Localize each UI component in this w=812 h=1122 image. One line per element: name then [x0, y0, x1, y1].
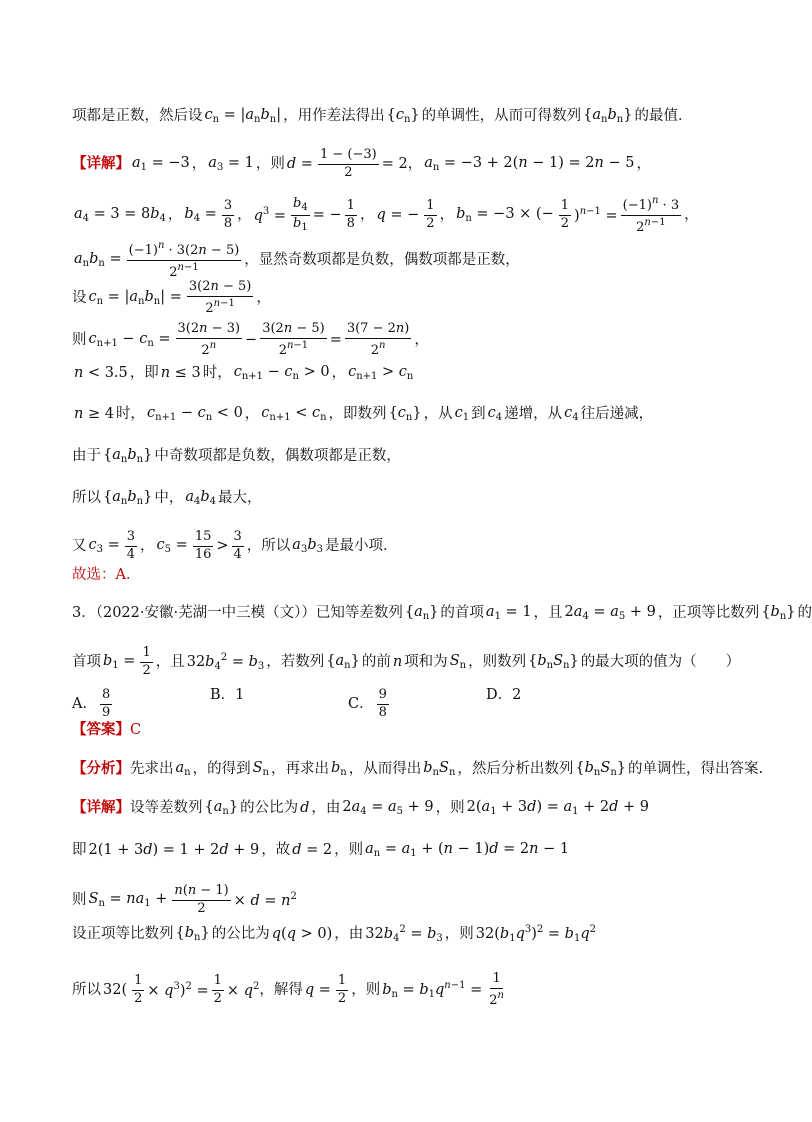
detail-q3-line-2: 即 2(1 + 3d) = 1 + 2d + 9 ，故 d = 2 ，则 $a_n = a_1 + (n - 1)d = 2n - 1$: [72, 841, 570, 859]
detail-q3-line-3: 则 $S_n = na_1$ + $\frac{n(n - 1)}{2}$ × $d = n^2$: [72, 883, 297, 916]
analysis-continuation-line: 项都是正数，然后设 $c_n = |a_nb_n|$ ，用作差法得出 $\{c_n\}$ 的单调性，从而可得数列 $\{a_nb_n\}$ 的最值．: [72, 107, 693, 125]
analysis-line-q3: 【分析】 先求出 $a_n$ ，的得到 $S_n$ ，再求出 $b_n$ ，从而得出 $b_nS_n$ ，然后分析出数列 $\{b_nS_n\}$ 的单调性，得出答案.: [72, 760, 764, 778]
detail-line-5: 则 $c_{n+1} - c_n$ = $\frac{3(2n - 3)}{2^n}$ − $\frac{3(2n - 5)}{2^{n-1}}$ = $\frac{3(7 - 2n)}{2^n}$ ，: [72, 321, 429, 358]
detail-q3-line-1: 【详解】 设等差数列 $\{a_n\}$ 的公比为 d ，由 $2a_4 = a_5 + 9$ ，则 $2(a_1 + 3d) = a_1 + 2d + 9$: [72, 799, 649, 817]
detail-line-1: 【详解】 $a_1 = -3$ ， $a_3 = 1$ ，则 d = $\frac{1 - (-3)}{2}$ = 2 ， $a_n = -3 + 2(n - 1) = 2n - 5$ ，: [72, 147, 651, 180]
detail-line-4: 设 $c_n = |a_nb_n|$ = $\frac{3(2n - 5)}{2^{n-1}}$ ，: [72, 279, 271, 316]
detail-q3-line-4: 设正项等比数列 $\{b_n\}$ 的公比为 q(q > 0) ，由 $32b_4^2 = b_3$ ，则 $32(b_1q^3)^2 = b_1q^2$: [72, 924, 596, 944]
detail-label: 【详解】: [72, 155, 130, 173]
option-a: A． $\frac{8}{9}$: [72, 687, 111, 720]
detail-line-7: n ≥ 4 时， $c_{n+1} - c_n < 0$ ， $c_{n+1} < c_n$ ，即数列 $\{c_n\}$ ，从 $c_1$ 到 $c_4$ 递增，从 $c_4$ 往后递减，: [74, 405, 654, 423]
detail-line-9: 所以 $\{a_nb_n\}$ 中， $a_4b_4$ 最大，: [72, 489, 262, 507]
answer-line-q2: 故选：A．: [72, 567, 141, 583]
question-3-line-2: 首项 $b_1$ = $\frac{1}{2}$ ，且 $32b_4^2 = b_3$ ，若数列 $\{a_n\}$ 的前 n 项和为 $S_n$ ，则数列 $\{b_nS_n\}$ 的最大项的值为（ ）: [72, 645, 741, 678]
detail-line-2: $a_4 = 3 = 8b_4$ ， $b_4$ = $\frac{3}{8}$ ， $q^3$ = $\frac{b_4}{b_1}$ = − $\frac{1}{8}$ ， q = − $\frac{1}{2}$ ， $b_n = -3$ × (− $\frac{1}{2}$ )$^{n-1}$ = $\frac{(-1)^n \cdot 3}{2^{n-1}}$ ，: [74, 195, 699, 235]
detail-line-8: 由于 $\{a_nb_n\}$ 中奇数项都是负数，偶数项都是正数，: [72, 447, 401, 465]
option-c: C． $\frac{9}{8}$: [348, 687, 387, 720]
option-d: D．2: [486, 687, 522, 703]
detail-line-10: 又 $c_3$ = $\frac{3}{4}$ ， $c_5$ = $\frac{15}{16}$ > $\frac{3}{4}$ ，所以 $a_3b_3$ 是最小项．: [72, 529, 398, 562]
answer-line-q3: 【答案】 C: [72, 721, 142, 738]
detail-line-3: $a_nb_n$ = $\frac{(-1)^n \cdot 3(2n - 5)}{2^{n-1}}$ ，显然奇数项都是负数，偶数项都是正数，: [74, 240, 520, 280]
detail-line-6: n < 3.5 ，即 n ≤ 3 时， $c_{n+1} - c_n > 0$ ， $c_{n+1} > c_n$: [74, 364, 414, 382]
detail-q3-line-5: 所以 32( $\frac{1}{2}$ × $q^3)^2$ = $\frac{1}{2}$ × $q^2$ ，解得 q = $\frac{1}{2}$ ，则 $b_n = b_1q^{n-1}$ = $\frac{1}{2^n}$: [72, 971, 504, 1008]
option-b: B．1: [210, 687, 245, 703]
question-3-line-1: 3．（2022·安徽·芜湖一中三模（文））已知等差数列 $\{a_n\}$ 的首项 $a_1 = 1$ ，且 $2a_4 = a_5 + 9$ ，正项等比数列 $\{b_n\}$ 的: [72, 604, 812, 622]
